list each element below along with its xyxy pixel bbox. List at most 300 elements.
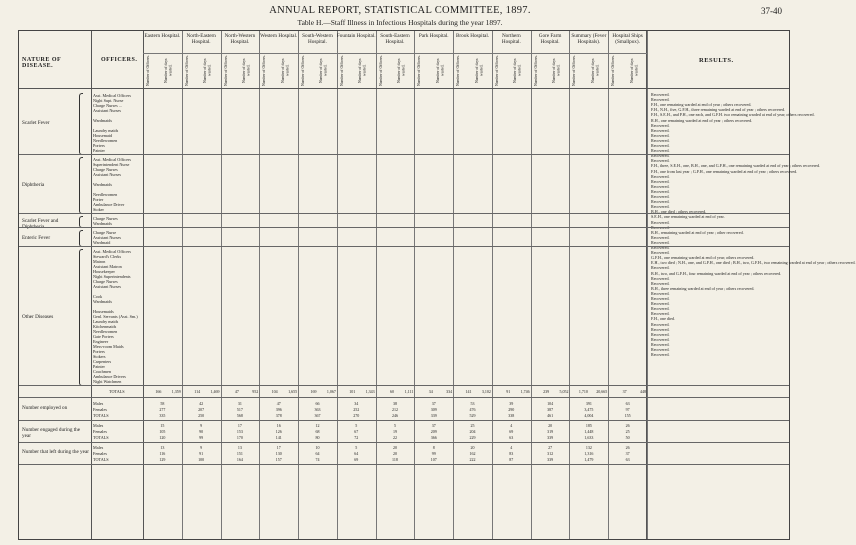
- summary-cell: 1,316: [584, 451, 594, 456]
- result-note: Recovered.: [651, 127, 670, 133]
- summary-cell: 25: [625, 429, 630, 434]
- officer-label: Carpenters: [93, 359, 112, 364]
- officer-label: Matron: [93, 259, 106, 264]
- summary-cell: 252: [353, 407, 360, 412]
- result-note: Recovered.: [651, 311, 670, 317]
- result-note: Recovered.: [651, 199, 670, 205]
- officer-label: Charge Nurses ...: [93, 103, 122, 108]
- summary-row-label: TOTALS: [93, 413, 109, 418]
- summary-cell: 151: [236, 451, 243, 456]
- hospital-name: Northern Hospital.: [501, 33, 521, 45]
- officer-label: Night Watchmen: [93, 379, 122, 384]
- result-note: Recovered.: [651, 336, 670, 342]
- grand-total-cell: 20,665: [596, 389, 608, 394]
- hospital-name: Hospital Ships (Smallpox).: [612, 33, 643, 45]
- summary-cell: 91: [199, 451, 204, 456]
- summary-cell: 162: [469, 451, 476, 456]
- summary-cell: 141: [275, 435, 282, 440]
- summary-rule: [19, 442, 789, 443]
- summary-cell: 63: [509, 435, 514, 440]
- summary-cell: 126: [275, 429, 282, 434]
- summary-cell: 1,479: [584, 457, 594, 462]
- result-note: Recovered.: [651, 204, 670, 210]
- summary-cell: 568: [236, 413, 243, 418]
- summary-cell: 118: [392, 457, 398, 462]
- summary-cell: 5: [393, 423, 396, 428]
- hospital-name: Park Hospital.: [418, 33, 449, 39]
- sub-header-officers: Number of Officers.: [184, 55, 189, 86]
- summary-label: Number that left during the year: [22, 449, 89, 455]
- summary-cell: 4: [510, 423, 513, 428]
- sub-header-officers: Number of Officers.: [494, 55, 499, 86]
- totals-rule: [19, 397, 789, 398]
- summary-label: Number engaged during the year: [22, 427, 81, 439]
- officer-label: Cook: [93, 294, 103, 299]
- summary-cell: 476: [469, 407, 476, 412]
- sub-header-officers: Number of Officers.: [533, 55, 538, 86]
- officer-label: Assistant Nurses: [93, 108, 122, 113]
- summary-row-label: TOTALS: [93, 435, 109, 440]
- grand-total-cell: 60: [389, 389, 394, 394]
- summary-cell: 22: [392, 435, 397, 440]
- report-title: ANNUAL REPORT, STATISTICAL COMMITTEE, 1897.: [269, 5, 531, 16]
- result-note: Recovered.: [651, 280, 670, 286]
- summary-cell: 53: [470, 401, 475, 406]
- summary-cell: 164: [236, 457, 243, 462]
- summary-row-label: TOTALS: [93, 457, 109, 462]
- officer-label: Charge Nurses: [93, 279, 118, 284]
- grand-total-cell: 166: [155, 389, 162, 394]
- summary-cell: 97: [625, 407, 630, 412]
- summary-cell: 157: [275, 457, 282, 462]
- result-note: Recovered.: [651, 296, 670, 301]
- sub-header-officers: Number of Officers.: [146, 55, 150, 86]
- summary-cell: 68: [315, 429, 320, 434]
- disease-label: Enteric Fever: [22, 234, 51, 241]
- summary-cell: 58: [160, 401, 165, 406]
- officer-label: Laundry maids: [93, 319, 119, 324]
- group-rule: [19, 227, 789, 228]
- officer-label: Needlewomen: [93, 192, 118, 197]
- officer-label: Wardmaids: [93, 118, 112, 123]
- result-note: Recovered.: [651, 92, 670, 97]
- sub-header-days: Number of days wasted.: [513, 58, 522, 83]
- summary-cell: 72: [354, 435, 359, 440]
- summary-cell: 185: [585, 423, 592, 428]
- hospital-name: Brook Hospital.: [455, 33, 490, 39]
- grand-total-cell: 34: [428, 389, 433, 394]
- grand-total-cell: 1,710: [578, 389, 588, 394]
- summary-cell: 339: [547, 457, 554, 462]
- summary-cell: 250: [198, 413, 205, 418]
- sub-header-days: Number of days wasted.: [319, 58, 328, 83]
- summary-cell: 5: [355, 445, 358, 450]
- summary-cell: 69: [509, 429, 514, 434]
- officer-label: Superintendent Nurse: [93, 162, 130, 167]
- result-note: F.H., three, S.E.H., one, B.H., one, and G.F.H., one remaining warded at end of year ; others recovered.: [651, 163, 821, 169]
- summary-cell: 129: [159, 457, 166, 462]
- summary-cell: 366: [430, 435, 437, 440]
- summary-rule: [19, 464, 789, 465]
- disease-label: Scarlet Fever and Diphtheria: [22, 218, 59, 230]
- result-note: Recovered.: [651, 331, 670, 337]
- grand-total-cell: 1,067: [326, 389, 336, 394]
- summary-cell: 20: [392, 445, 397, 450]
- grand-total-cell: 5,052: [559, 389, 569, 394]
- officer-label: Laundry maids: [93, 128, 119, 133]
- summary-cell: 9: [200, 423, 203, 428]
- table-subtitle: Table H.—Staff Illness in Infectious Hospitals during the year 1897.: [297, 18, 503, 27]
- disease-label: Diphtheria: [22, 181, 45, 188]
- summary-cell: 100: [198, 457, 205, 462]
- sub-header-officers: Number of Officers.: [223, 55, 228, 86]
- page-header: [0, 5, 800, 29]
- result-note: Recovered.: [651, 158, 670, 164]
- grand-total-cell: 91: [506, 389, 511, 394]
- summary-cell: 12: [315, 423, 320, 428]
- officer-label: Charge Nurses: [93, 216, 118, 221]
- result-note: Recovered.: [651, 275, 670, 281]
- summary-cell: 31: [237, 401, 242, 406]
- summary-cell: 105: [159, 429, 166, 434]
- result-note: Recovered.: [651, 265, 670, 271]
- table-row: [19, 148, 789, 153]
- summary-cell: 83: [509, 451, 514, 456]
- officer-label: Assistant Nurses: [93, 284, 122, 289]
- summary-cell: 367: [314, 413, 321, 418]
- summary-row-label: Females: [93, 407, 107, 412]
- result-note: Recovered.: [651, 137, 670, 143]
- summary-cell: 99: [199, 435, 204, 440]
- officer-label: Housekeeper: [93, 269, 115, 274]
- summary-cell: 13: [237, 445, 242, 450]
- summary-cell: 312: [547, 451, 554, 456]
- grand-total-cell: 37: [622, 389, 627, 394]
- result-note: B.H., three remaining warded at end of year ; others recovered.: [651, 285, 755, 291]
- summary-cell: 319: [547, 429, 554, 434]
- result-note: B.H., two, and G.F.H., four remaining warded at end of year ; others recovered.: [651, 270, 782, 276]
- group-rule: [19, 246, 789, 247]
- officer-label: Porter: [93, 197, 104, 202]
- result-note: Recovered.: [651, 352, 670, 358]
- sub-header-days: Number of days wasted.: [590, 58, 600, 83]
- summary-cell: 222: [469, 457, 476, 462]
- summary-cell: 209: [430, 429, 437, 434]
- officer-label: Kitchenmaids: [93, 324, 117, 329]
- statistics-table: [18, 30, 856, 540]
- result-note: F.H., one remaining warded at end of year ; others recovered.: [651, 102, 752, 108]
- officer-label: Assistant Matron: [93, 264, 122, 269]
- summary-cell: 378: [275, 413, 282, 418]
- grand-total-cell: 334: [446, 389, 453, 394]
- officer-label: Needlewomen: [93, 138, 118, 143]
- result-note: R.H., one remaining warded at end of year ; others recovered.: [651, 117, 753, 123]
- result-note: G.F.H., one remaining warded at end of year; others recovered.: [651, 255, 755, 261]
- officer-label: Ambulance Driver: [93, 202, 125, 207]
- summary-cell: 107: [430, 457, 437, 462]
- result-note: Recovered.: [651, 347, 670, 352]
- summary-cell: 26: [625, 423, 630, 428]
- hospital-name: Eastern Hospital.: [144, 33, 181, 39]
- grand-total-cell: 169: [310, 389, 317, 394]
- summary-cell: 9: [200, 445, 203, 450]
- table-row: [19, 221, 789, 226]
- summary-cell: 270: [353, 413, 360, 418]
- result-note: F.H., S.E.H., and P.H., one each, and G.F.H. two remaining warded at end of year; others recovered.: [651, 112, 815, 118]
- summary-cell: 69: [354, 457, 359, 462]
- result-note: Recovered.: [651, 234, 670, 240]
- result-note: Recovered.: [651, 194, 670, 199]
- summary-cell: 64: [354, 451, 359, 456]
- officer-label: Genl. Servants (Asst. Sm.): [93, 314, 138, 319]
- officer-label: Porters: [93, 349, 105, 354]
- result-note: Recovered.: [651, 326, 670, 332]
- result-note: F.H., one died.: [651, 316, 676, 322]
- result-note: Recovered.: [651, 245, 670, 250]
- grand-total-cell: 114: [194, 389, 201, 394]
- officer-label: Ambulance Drivers: [93, 374, 126, 379]
- hospital-name: Gore Farm Hospital.: [538, 33, 562, 45]
- result-note: E.H., two died ; N.H., one, and G.F.H., one died ; B.H., two, G.F.H., two remaining warded at end of year ; others recovered.: [651, 260, 856, 266]
- result-note: F.H., N.H., five, G.F.H., three remaining warded at end of year ; others recovered.: [651, 107, 786, 113]
- result-note: Recovered.: [651, 153, 670, 159]
- hospital-name: North-Western Hospital.: [224, 33, 256, 45]
- result-note: Recovered.: [651, 178, 670, 184]
- summary-cell: 391: [585, 401, 592, 406]
- summary-cell: 80: [315, 435, 320, 440]
- officer-label: Mess-room Maids: [93, 344, 124, 349]
- officer-label: Engineer: [93, 339, 109, 344]
- summary-cell: 26: [625, 445, 630, 450]
- summary-cell: 1,448: [584, 429, 594, 434]
- summary-cell: 396: [275, 407, 282, 412]
- grand-total-cell: 101: [349, 389, 356, 394]
- summary-cell: 67: [354, 429, 359, 434]
- sub-header-officers: Number of Officers.: [378, 55, 383, 86]
- disease-label: Other Diseases: [22, 313, 54, 320]
- group-rule: [19, 154, 789, 155]
- hospital-name: South-Eastern Hospital.: [380, 33, 410, 45]
- sub-header-officers: Number of Officers.: [339, 55, 344, 86]
- sub-header-officers: Number of Officers.: [572, 55, 577, 86]
- summary-cell: 277: [159, 407, 166, 412]
- summary-cell: 517: [236, 407, 243, 412]
- summary-cell: 39: [509, 401, 514, 406]
- result-note: Recovered.: [651, 173, 670, 179]
- result-note: Recovered.: [651, 224, 670, 230]
- officer-label: Wardmaids: [93, 182, 112, 187]
- result-note: Recovered.: [651, 122, 670, 128]
- summary-cell: 27: [548, 445, 553, 450]
- officer-label: Asst. Medical Officers: [93, 157, 131, 162]
- sub-header-officers: Number of Officers.: [611, 55, 616, 86]
- summary-row-label: Females: [93, 451, 107, 456]
- summary-cell: 42: [199, 401, 204, 406]
- summary-cell: 17: [276, 445, 281, 450]
- grand-totals-label: TOTALS: [109, 389, 125, 394]
- result-note: Recovered.: [651, 188, 670, 194]
- summary-cell: 5: [355, 423, 358, 428]
- summary-cell: 130: [275, 451, 282, 456]
- hospital-name: South-Western Hospital.: [302, 33, 333, 45]
- officer-label: Asst. Medical Officers: [93, 249, 131, 254]
- summary-cell: 87: [509, 457, 514, 462]
- result-note: B.H., remaining warded at end of year ; other recovered.: [651, 229, 744, 235]
- summary-cell: 37: [625, 451, 630, 456]
- summary-cell: 10: [315, 445, 320, 450]
- table-row: [19, 379, 789, 384]
- result-note: Recovered.: [651, 97, 670, 103]
- sub-header-days: Number of days wasted.: [474, 58, 483, 83]
- result-note: S.E.H., one remaining warded at end of year.: [651, 214, 725, 220]
- summary-cell: 16: [276, 423, 281, 428]
- officer-label: Assistant Nurses: [93, 172, 122, 177]
- summary-cell: 20: [470, 445, 475, 450]
- summary-cell: 20: [548, 423, 553, 428]
- result-note: Recovered.: [651, 143, 670, 148]
- sub-header-days: Number of days wasted.: [203, 58, 212, 83]
- summary-cell: 363: [314, 407, 321, 412]
- grand-total-cell: 3,102: [481, 389, 491, 394]
- summary-cell: 20: [392, 451, 397, 456]
- hospital-name: Fountain Hospital.: [336, 33, 376, 39]
- table-row: [19, 240, 789, 245]
- disease-label: Scarlet Fever: [22, 120, 50, 126]
- summary-cell: 3,475: [584, 407, 594, 412]
- sub-header-days: Number of days wasted.: [280, 58, 290, 83]
- officer-label: Housemaids: [93, 309, 114, 314]
- officer-label: Night Supt. Nurse: [93, 98, 124, 103]
- result-note: Recovered.: [651, 239, 670, 245]
- result-note: Recovered.: [651, 219, 670, 225]
- summary-rule: [19, 420, 789, 421]
- summary-cell: 339: [430, 413, 437, 418]
- summary-cell: 47: [276, 401, 281, 406]
- sub-header-days: Number of days wasted.: [629, 58, 638, 83]
- officer-label: Painter: [93, 148, 105, 153]
- summary-cell: 15: [160, 423, 165, 428]
- summary-cell: 63: [625, 401, 630, 406]
- grand-total-cell: 239: [543, 389, 550, 394]
- group-rule: [19, 385, 789, 386]
- summary-row-label: Females: [93, 429, 107, 434]
- summary-cell: 74: [315, 457, 320, 462]
- summary-label: Number employed on: [22, 405, 68, 411]
- summary-cell: 64: [315, 451, 320, 456]
- officers-heading: OFFICERS.: [101, 57, 138, 63]
- nature-heading: NATURE OF DISEASE.: [22, 57, 61, 69]
- grand-total-cell: 1,746: [520, 389, 530, 394]
- officer-label: Stokers: [93, 354, 106, 359]
- hospital-name: Summary (Fever Hospitals).: [571, 33, 607, 45]
- summary-cell: 4: [510, 445, 513, 450]
- summary-cell: 204: [469, 429, 476, 434]
- header-rule: [19, 88, 789, 89]
- summary-cell: 4,004: [584, 413, 594, 418]
- officer-label: Night Superintendents: [93, 274, 131, 279]
- grand-total-cell: 141: [465, 389, 472, 394]
- summary-cell: 1,633: [584, 435, 594, 440]
- summary-cell: 290: [508, 407, 515, 412]
- summary-cell: 34: [354, 401, 359, 406]
- grand-total-cell: 1,655: [288, 389, 298, 394]
- results-heading: RESULTS.: [699, 57, 734, 64]
- hospital-name: North-Eastern Hospital.: [186, 33, 216, 45]
- summary-cell: 8: [432, 445, 435, 450]
- officer-label: Gate Porters: [93, 334, 114, 339]
- sub-header-days: Number of days wasted.: [358, 58, 367, 83]
- officer-label: Wardmaids: [93, 221, 112, 226]
- result-note: Recovered.: [651, 321, 670, 327]
- summary-cell: 19: [392, 429, 397, 434]
- officer-label: Assistant Nurses: [93, 235, 122, 240]
- sub-header-officers: Number of Officers.: [417, 55, 422, 86]
- summary-cell: 25: [470, 423, 475, 428]
- page-number: 37-40: [761, 6, 782, 16]
- summary-cell: 13: [160, 445, 165, 450]
- result-note: Recovered.: [651, 290, 670, 296]
- summary-cell: 17: [237, 423, 242, 428]
- grand-total-cell: 47: [234, 389, 239, 394]
- sub-header-days: Number of days wasted.: [164, 58, 173, 83]
- result-note: Recovered.: [651, 183, 670, 189]
- summary-cell: 132: [585, 445, 592, 450]
- summary-cell: 529: [469, 413, 476, 418]
- sub-header-officers: Number of Officers.: [262, 55, 267, 86]
- officer-label: Wardmaid: [93, 240, 111, 245]
- sub-header-officers: Number of Officers.: [456, 55, 461, 86]
- officer-label: Coachmen: [93, 369, 111, 374]
- result-note: Recovered.: [651, 148, 670, 154]
- officer-label: Charge Nurse: [93, 230, 117, 235]
- result-note: Recovered.: [651, 306, 670, 312]
- summary-cell: 104: [547, 401, 554, 406]
- sub-header-days: Number of days wasted.: [241, 58, 251, 83]
- summary-cell: 309: [430, 407, 437, 412]
- summary-cell: 38: [392, 401, 397, 406]
- officer-label: Wardmaids: [93, 299, 112, 304]
- officer-label: Stoker: [93, 207, 104, 212]
- summary-row-label: Males: [93, 401, 104, 406]
- summary-cell: 66: [315, 401, 320, 406]
- sub-header-officers: Number of Officers.: [301, 55, 306, 86]
- summary-cell: 212: [391, 407, 398, 412]
- officer-label: Asst. Medical Officers: [93, 93, 131, 98]
- summary-cell: 50: [625, 435, 630, 440]
- officer-label: Housemaid: [93, 133, 113, 138]
- hospital-name: Western Hospital.: [260, 33, 298, 39]
- summary-cell: 339: [547, 435, 554, 440]
- grand-total-cell: 104: [271, 389, 278, 394]
- result-note: Recovered.: [651, 341, 670, 347]
- officer-label: Porters: [93, 143, 105, 148]
- result-note: Recovered.: [651, 301, 670, 307]
- summary-cell: 90: [199, 429, 204, 434]
- result-note: F.H., one from last year ; G.F.H., one remaining warded at end of year ; others recovered.: [651, 168, 798, 174]
- summary-cell: 229: [469, 435, 476, 440]
- summary-cell: 335: [159, 413, 166, 418]
- officer-label: Painter: [93, 364, 105, 369]
- officer-label: Needlewomen: [93, 329, 118, 334]
- summary-row-label: Males: [93, 423, 104, 428]
- summary-cell: 207: [198, 407, 205, 412]
- summary-cell: 63: [625, 457, 630, 462]
- result-note: Recovered.: [651, 250, 670, 256]
- grand-total-cell: 1,111: [404, 389, 414, 394]
- grand-total-cell: 448: [639, 389, 646, 394]
- group-rule: [19, 213, 789, 214]
- summary-cell: 116: [159, 451, 166, 456]
